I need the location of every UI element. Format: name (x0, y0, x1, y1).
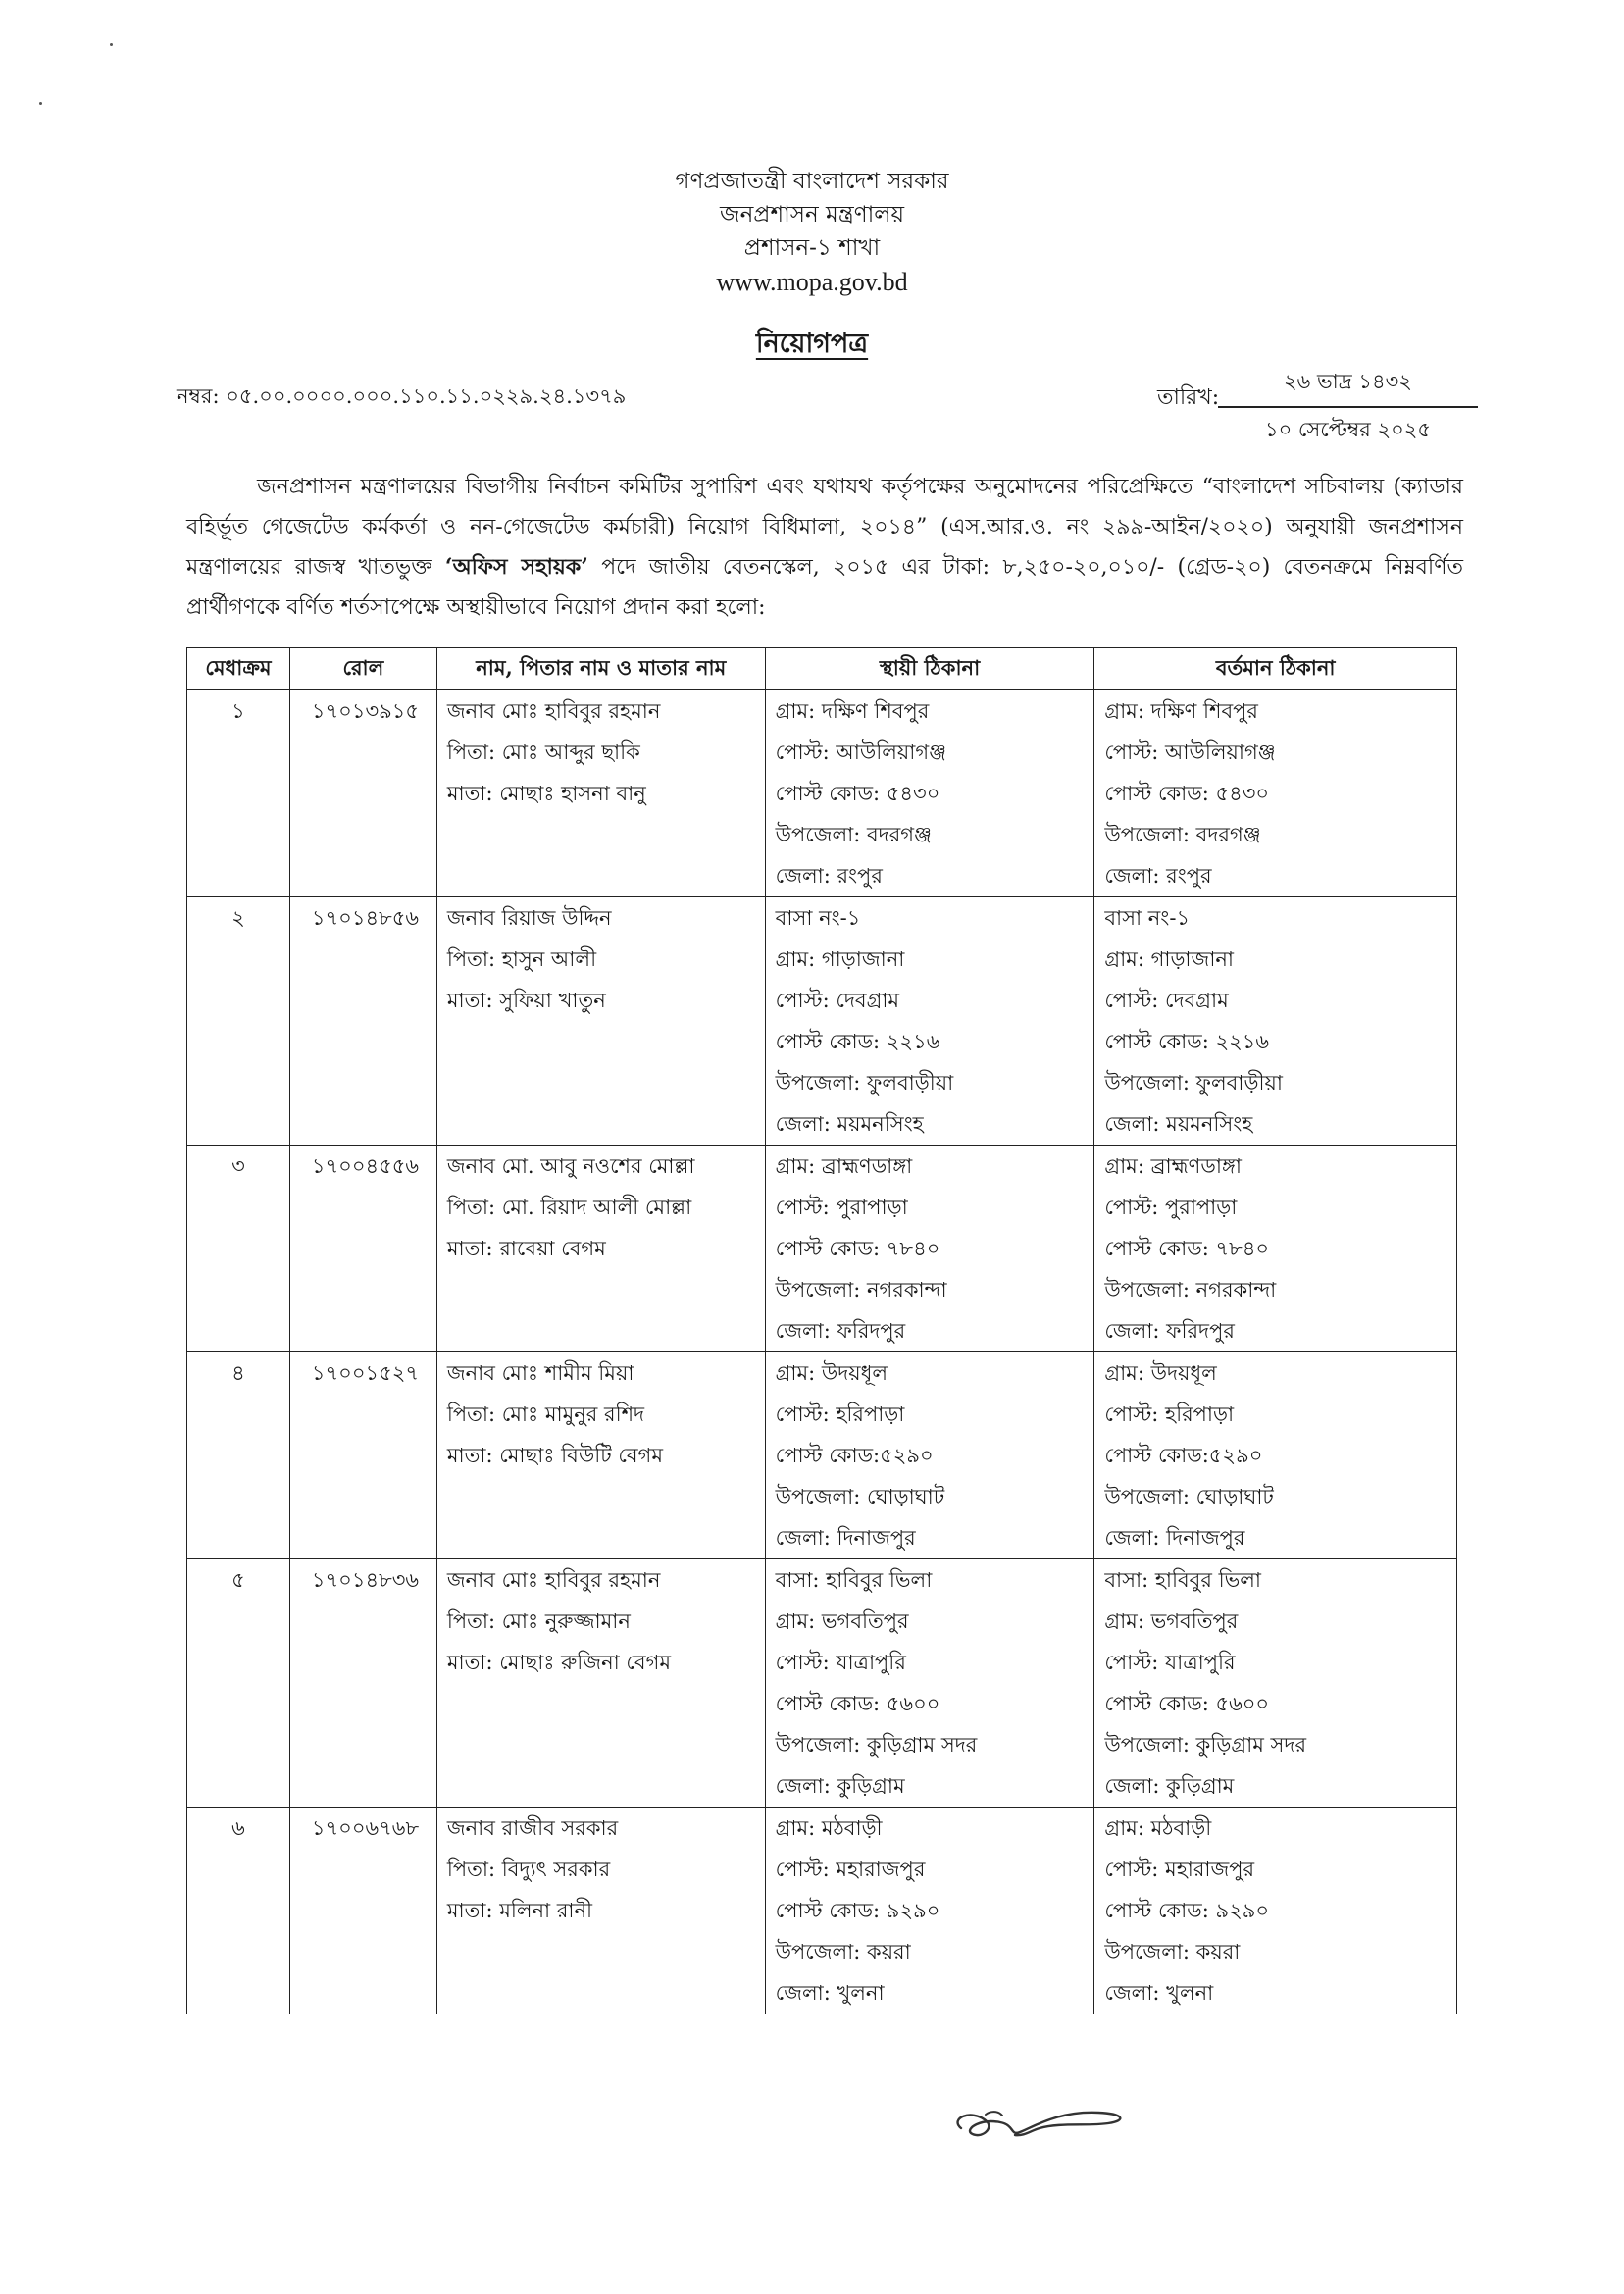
cell-name (436, 1808, 765, 2014)
cell-present-address (1094, 690, 1457, 897)
address-line: পোস্ট: যাত্রাপুরি (775, 1651, 906, 1674)
cell-serial: ৪ (187, 1352, 290, 1559)
header-serial: মেধাক্রম (187, 648, 290, 690)
cell-roll: ১৭০০৪৫৫৬ (289, 1146, 436, 1352)
cell-name (436, 1559, 765, 1808)
address-line: জেলা: খুলনা (1104, 1981, 1214, 2005)
cell-permanent-address (765, 690, 1094, 897)
cell-roll: ১৭০১৪৮৩৬ (289, 1559, 436, 1808)
cell-permanent-address (765, 897, 1094, 1146)
cell-permanent-address (765, 1352, 1094, 1559)
address-line: জেলা: রংপুর (775, 864, 883, 888)
address-line: পোস্ট কোড: ২২১৬ (1104, 1030, 1270, 1053)
address-line: উপজেলা: কয়রা (775, 1940, 911, 1963)
address-line: গ্রাম: উদয়ধূল (775, 1361, 888, 1385)
address-line: পোস্ট: পুরাপাড়া (1104, 1196, 1238, 1219)
cell-present-address (1094, 1146, 1457, 1352)
body-text-part1: জনপ্রশাসন মন্ত্রণালয়ের বিভাগীয় নির্বাচন কমিটির সুপারিশ এবং যথাযথ কর্তৃপক্ষের অনুমোদনের পরিপ্রেক্ষিতে “বাংলাদেশ সচিবালয় (ক্যাডার বহির্ভূত গেজেটেড কর্মকর্তা ও নন-গেজেটেড কর্মচারী) নিয়োগ বিধিমালা, ২০১৪” (এস.আর.ও. নং ২৯৯-আইন/২০২০) অনুযায়ী জনপ্রশাসন মন্ত্রণালয়ের রাজস্ব খাতভুক্ত (186, 475, 1463, 580)
address-line: গ্রাম: ভগবতিপুর (775, 1609, 909, 1633)
address-line: গ্রাম: ব্রাহ্মণডাঙ্গা (1104, 1154, 1242, 1178)
name-line: পিতা: হাসুন আলী (446, 947, 597, 971)
memo-number: নম্বর: ০৫.০০.০০০০.০০০.১১০.১১.০২২৯.২৪.১৩৭৯ (177, 384, 627, 408)
name-line: পিতা: বিদ্যুৎ সরকার (446, 1858, 611, 1881)
name-line: পিতা: মোঃ নুরুজ্জামান (446, 1609, 631, 1633)
name-line: জনাব রাজীব সরকার (446, 1816, 619, 1840)
body-paragraph (186, 467, 1463, 628)
cell-name (436, 1352, 765, 1559)
cell-serial: ২ (187, 897, 290, 1146)
address-line: পোস্ট কোড: ৫৪৩০ (775, 782, 940, 805)
address-line: পোস্ট: হরিপাড়া (1104, 1402, 1235, 1426)
cell-name (436, 897, 765, 1146)
address-line: উপজেলা: কুড়িগ্রাম সদর (1104, 1733, 1306, 1757)
name-line: পিতা: মোঃ মামুনুর রশিদ (446, 1402, 645, 1426)
header-present-address: বর্তমান ঠিকানা (1094, 648, 1457, 690)
address-line: উপজেলা: কয়রা (1104, 1940, 1241, 1963)
section-name: প্রশাসন-১ শাখা (743, 235, 881, 261)
address-line: পোস্ট: আউলিয়াগঞ্জ (1104, 740, 1276, 764)
address-line: জেলা: ফরিদপুর (1104, 1319, 1235, 1343)
address-line: জেলা: রংপুর (1104, 864, 1212, 888)
address-line: পোস্ট কোড: ৫৬০০ (1104, 1692, 1270, 1715)
cell-roll: ১৭০১৪৮৫৬ (289, 897, 436, 1146)
cell-name (436, 1146, 765, 1352)
date-english: ১০ সেপ্টেম্বর ২০২৫ (1264, 418, 1432, 441)
address-line: পোস্ট কোড: ৫৬০০ (775, 1692, 940, 1715)
address-line: জেলা: কুড়িগ্রাম (1104, 1774, 1235, 1798)
name-line: মাতা: মোছাঃ রুজিনা বেগম (446, 1651, 672, 1674)
address-line: জেলা: দিনাজপুর (775, 1526, 916, 1550)
document-title (0, 324, 1624, 368)
name-line: জনাব মোঃ হাবিবুর রহমান (446, 699, 661, 723)
cell-roll: ১৭০০৬৭৬৮ (289, 1808, 436, 2014)
post-name: ‘অফিস সহায়ক’ (444, 554, 588, 580)
candidates-table (186, 647, 1457, 2014)
name-line: মাতা: রাবেয়া বেগম (446, 1237, 606, 1260)
signature (941, 2089, 1138, 2162)
table-row (187, 1808, 1457, 2014)
cell-serial: ৬ (187, 1808, 290, 2014)
address-line: গ্রাম: দক্ষিণ শিবপুর (1104, 699, 1258, 723)
address-line: বাসা নং-১ (1104, 906, 1191, 930)
cell-name (436, 690, 765, 897)
name-line: মাতা: মলিনা রানী (446, 1899, 593, 1922)
address-line: পোস্ট কোড: ২২১৬ (775, 1030, 940, 1053)
address-line: উপজেলা: বদরগঞ্জ (775, 823, 932, 846)
cell-present-address (1094, 1352, 1457, 1559)
address-line: বাসা: হাবিবুর ভিলা (775, 1568, 933, 1592)
cell-roll: ১৭০০১৫২৭ (289, 1352, 436, 1559)
name-line: মাতা: মোছাঃ বিউটি বেগম (446, 1444, 663, 1467)
cell-present-address (1094, 1808, 1457, 2014)
address-line: উপজেলা: নগরকান্দা (775, 1278, 947, 1301)
address-line: গ্রাম: গাড়াজানা (775, 947, 905, 971)
name-line: জনাব মোঃ শামীম মিয়া (446, 1361, 634, 1385)
cell-serial: ৫ (187, 1559, 290, 1808)
address-line: পোস্ট: পুরাপাড়া (775, 1196, 908, 1219)
address-line: জেলা: কুড়িগ্রাম (775, 1774, 905, 1798)
table-row (187, 1352, 1457, 1559)
government-name: গণপ্রজাতন্ত্রী বাংলাদেশ সরকার (675, 169, 949, 194)
name-line: পিতা: মোঃ আব্দুর ছাকি (446, 740, 640, 764)
address-line: পোস্ট: মহারাজপুর (1104, 1858, 1255, 1881)
address-line: পোস্ট কোড: ৭৮৪০ (775, 1237, 940, 1260)
name-line: পিতা: মো. রিয়াদ আলী মোল্লা (446, 1196, 692, 1219)
address-line: পোস্ট কোড: ৯২৯০ (775, 1899, 940, 1922)
date-block (1218, 366, 1478, 448)
name-line: জনাব মোঃ হাবিবুর রহমান (446, 1568, 661, 1592)
address-line: উপজেলা: বদরগঞ্জ (1104, 823, 1261, 846)
table-row (187, 1559, 1457, 1808)
table-header-row (187, 648, 1457, 690)
address-line: পোস্ট কোড: ৫৪৩০ (1104, 782, 1270, 805)
cell-serial: ১ (187, 690, 290, 897)
address-line: পোস্ট কোড:৫২৯০ (775, 1444, 934, 1467)
name-line: জনাব মো. আবু নওশের মোল্লা (446, 1154, 695, 1178)
address-line: গ্রাম: দক্ষিণ শিবপুর (775, 699, 930, 723)
address-line: পোস্ট: দেবগ্রাম (775, 989, 900, 1012)
name-line: মাতা: মোছাঃ হাসনা বানু (446, 782, 646, 805)
date-label: তারিখ: (1157, 385, 1220, 410)
address-line: উপজেলা: কুড়িগ্রাম সদর (775, 1733, 978, 1757)
address-line: পোস্ট: হরিপাড়া (775, 1402, 905, 1426)
address-line: উপজেলা: ঘোড়াঘাট (775, 1485, 945, 1508)
address-line: উপজেলা: ফুলবাড়ীয়া (1104, 1071, 1283, 1095)
scan-speck (110, 43, 113, 46)
cell-roll: ১৭০১৩৯১৫ (289, 690, 436, 897)
signature-image (941, 2089, 1138, 2158)
date-bangla: ২৬ ভাদ্র ১৪৩২ (1218, 366, 1478, 408)
address-line: গ্রাম: ব্রাহ্মণডাঙ্গা (775, 1154, 913, 1178)
table-row (187, 690, 1457, 897)
name-line: মাতা: সুফিয়া খাতুন (446, 989, 606, 1012)
website-link[interactable]: www.mopa.gov.bd (716, 268, 908, 296)
address-line: পোস্ট: মহারাজপুর (775, 1858, 926, 1881)
address-line: গ্রাম: উদয়ধূল (1104, 1361, 1217, 1385)
address-line: পোস্ট: যাত্রাপুরি (1104, 1651, 1236, 1674)
address-line: বাসা: হাবিবুর ভিলা (1104, 1568, 1261, 1592)
address-line: পোস্ট কোড:৫২৯০ (1104, 1444, 1263, 1467)
header-roll: রোল (289, 648, 436, 690)
address-line: গ্রাম: মঠবাড়ী (1104, 1816, 1212, 1840)
address-line: জেলা: খুলনা (775, 1981, 885, 2005)
cell-serial: ৩ (187, 1146, 290, 1352)
scan-speck (39, 102, 42, 105)
address-line: উপজেলা: ঘোড়াঘাট (1104, 1485, 1274, 1508)
address-line: বাসা নং-১ (775, 906, 861, 930)
ministry-name: জনপ্রশাসন মন্ত্রণালয় (720, 202, 904, 228)
address-line: উপজেলা: ফুলবাড়ীয়া (775, 1071, 954, 1095)
address-line: গ্রাম: গাড়াজানা (1104, 947, 1235, 971)
header-permanent-address: স্থায়ী ঠিকানা (765, 648, 1094, 690)
address-line: পোস্ট কোড: ৯২৯০ (1104, 1899, 1270, 1922)
cell-present-address (1094, 1559, 1457, 1808)
name-line: জনাব রিয়াজ উদ্দিন (446, 906, 612, 930)
table-row (187, 1146, 1457, 1352)
address-line: জেলা: ময়মনসিংহ (775, 1112, 924, 1136)
cell-present-address (1094, 897, 1457, 1146)
address-line: গ্রাম: ভগবতিপুর (1104, 1609, 1239, 1633)
body-text-part2: পদে জাতীয় বেতনস্কেল, ২০১৫ এর টাকা: ৮,২৫০-২০,০১০/- (গ্রেড-২০) বেতনক্রমে নিম্নবর্ণিত প্রার্থীগণকে বর্ণিত শর্তসাপেক্ষে অস্থায়ীভাবে নিয়োগ প্রদান করা হলো: (186, 555, 1464, 620)
cell-permanent-address (765, 1559, 1094, 1808)
address-line: গ্রাম: মঠবাড়ী (775, 1816, 883, 1840)
address-line: জেলা: ফরিদপুর (775, 1319, 906, 1343)
table-body (187, 690, 1457, 2014)
address-line: পোস্ট কোড: ৭৮৪০ (1104, 1237, 1270, 1260)
table-row (187, 897, 1457, 1146)
cell-permanent-address (765, 1808, 1094, 2014)
document-title-text: নিয়োগপত্র (755, 329, 869, 359)
address-line: উপজেলা: নগরকান্দা (1104, 1278, 1277, 1301)
letterhead (0, 165, 1624, 300)
address-line: জেলা: দিনাজপুর (1104, 1526, 1245, 1550)
address-line: পোস্ট: আউলিয়াগঞ্জ (775, 740, 947, 764)
cell-permanent-address (765, 1146, 1094, 1352)
address-line: পোস্ট: দেবগ্রাম (1104, 989, 1229, 1012)
address-line: জেলা: ময়মনসিংহ (1104, 1112, 1253, 1136)
header-name: নাম, পিতার নাম ও মাতার নাম (436, 648, 765, 690)
